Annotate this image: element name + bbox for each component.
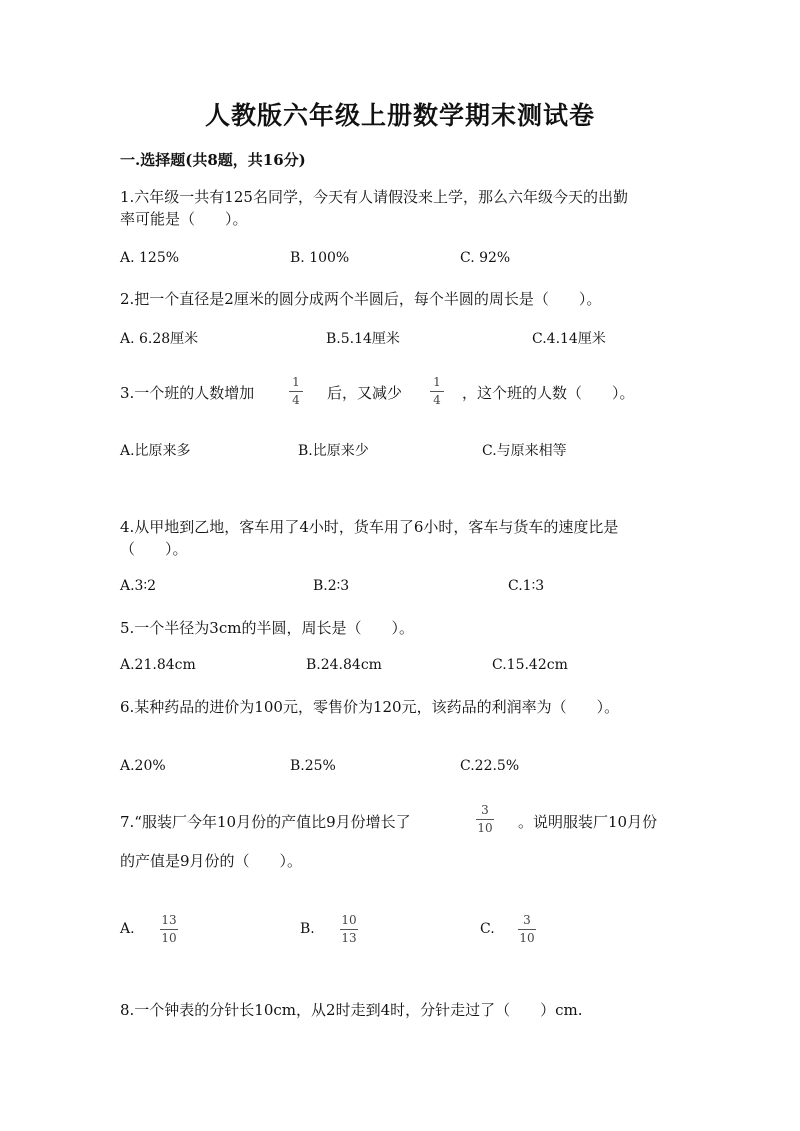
question-7-option-b-label: B. (300, 921, 315, 937)
question-7-part-2: 。说明服装厂10月份 (518, 813, 658, 831)
question-2-line-1: 2.把一个直径是2厘米的圆分成两个半圆后，每个半圆的周长是（ ）。 (120, 290, 602, 308)
question-1-option-a: A. 125% (120, 250, 180, 266)
fraction-numerator: 13 (161, 913, 177, 927)
question-6-option-b: B.25% (290, 758, 336, 774)
question-1-option-b: B. 100% (290, 250, 350, 266)
fraction-bar (518, 929, 536, 930)
fraction-denominator: 10 (519, 931, 535, 945)
question-1-line-1: 1.六年级一共有125名同学，今天有人请假没来上学，那么六年级今天的出勤 (120, 188, 628, 206)
page-title: 人教版六年级上册数学期末测试卷 (204, 101, 595, 130)
fraction-denominator: 10 (161, 931, 177, 945)
question-4-option-a: A.3∶2 (120, 578, 157, 594)
section-heading: 一.选择题(共8题，共16分) (120, 151, 306, 169)
fraction-denominator: 10 (477, 821, 493, 835)
fraction-bar (476, 819, 494, 820)
question-6-line-1: 6.某种药品的进价为100元，零售价为120元，该药品的利润率为（ ）。 (120, 698, 620, 716)
fraction-numerator: 3 (523, 913, 531, 927)
fraction-numerator: 3 (481, 803, 489, 817)
question-7-option-a-fraction (160, 914, 178, 945)
fraction-numerator: 10 (341, 913, 357, 927)
fraction-denominator: 4 (292, 393, 300, 407)
question-3-fraction-2 (430, 376, 444, 407)
fraction-numerator: 1 (292, 375, 300, 389)
question-3-option-b: B.比原来少 (298, 443, 369, 459)
question-4-option-b: B.2∶3 (313, 578, 350, 594)
question-5-line-1: 5.一个半径为3cm的半圆，周长是（ ）。 (120, 619, 414, 637)
question-2-option-c: C.4.14厘米 (532, 331, 606, 347)
question-7-option-a-label: A. (120, 921, 135, 937)
question-3-part-3: ，这个班的人数（ ）。 (462, 384, 635, 402)
question-1-line-2: 率可能是（ ）。 (120, 210, 248, 228)
question-4-line-1: 4.从甲地到乙地，客车用了4小时，货车用了6小时，客车与货车的速度比是 (120, 518, 619, 536)
question-1-option-c: C. 92% (460, 250, 511, 266)
question-4-option-c: C.1∶3 (508, 578, 545, 594)
question-6-option-a: A.20% (120, 758, 166, 774)
question-3-part-2: 后，又减少 (327, 384, 403, 402)
question-5-option-b: B.24.84cm (306, 657, 382, 673)
question-7-option-c-label: C. (480, 921, 495, 937)
question-2-option-b: B.5.14厘米 (326, 331, 400, 347)
question-7-part-1: 7.“服装厂今年10月份的产值比9月份增长了 (120, 813, 411, 831)
question-7-line-2: 的产值是9月份的（ ）。 (120, 852, 303, 870)
question-3-fraction-1 (289, 376, 303, 407)
fraction-bar (340, 929, 358, 930)
question-3-option-a: A.比原来多 (120, 443, 191, 459)
fraction-bar (430, 391, 444, 392)
fraction-denominator: 13 (341, 931, 357, 945)
fraction-numerator: 1 (433, 375, 441, 389)
question-6-option-c: C.22.5% (460, 758, 520, 774)
question-2-option-a: A. 6.28厘米 (120, 331, 199, 347)
question-7-option-c-fraction (518, 914, 536, 945)
question-8-line-1: 8.一个钟表的分针长10cm，从2时走到4时，分针走过了（ ）cm. (120, 1001, 583, 1019)
fraction-bar (160, 929, 178, 930)
question-4-line-2: （ ）。 (120, 540, 188, 558)
question-5-option-a: A.21.84cm (120, 657, 196, 673)
question-5-option-c: C.15.42cm (492, 657, 568, 673)
question-3-part-1: 3.一个班的人数增加 (120, 384, 255, 402)
question-7-option-b-fraction (340, 914, 358, 945)
fraction-denominator: 4 (433, 393, 441, 407)
question-7-fraction (476, 804, 494, 835)
fraction-bar (289, 391, 303, 392)
question-3-option-c: C.与原来相等 (482, 443, 567, 459)
